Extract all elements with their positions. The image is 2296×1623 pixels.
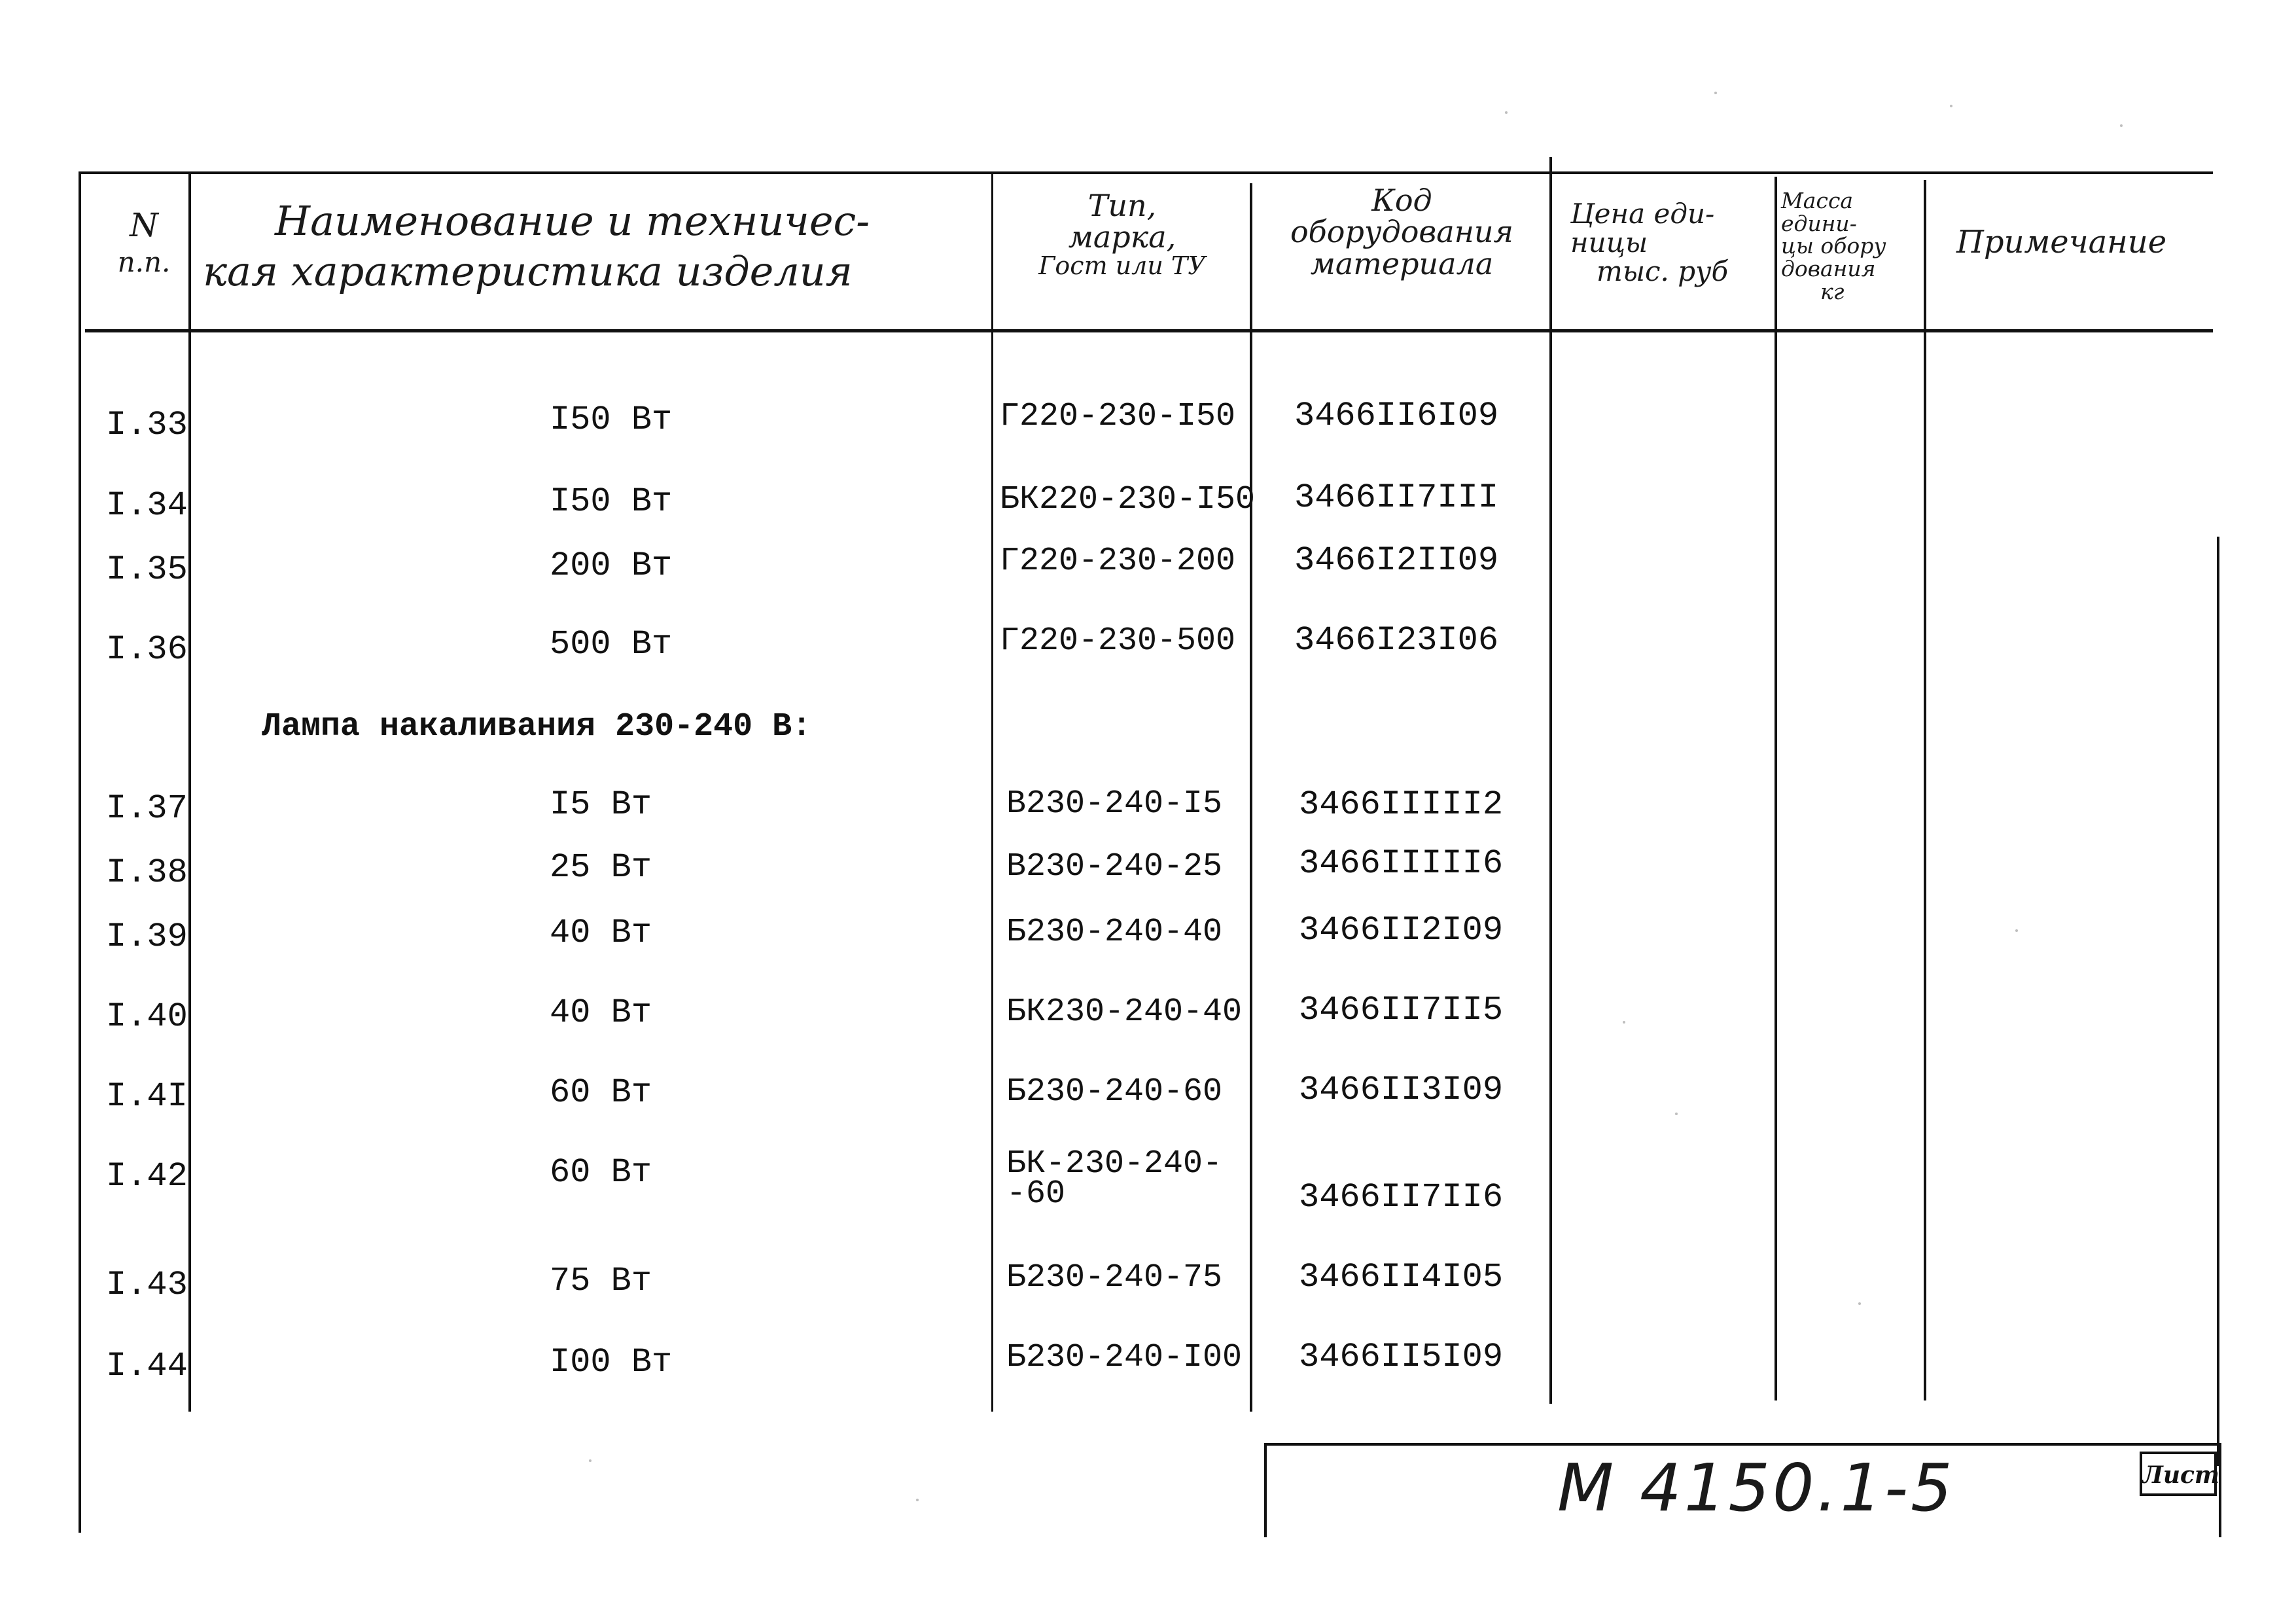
table-row <box>0 991 2296 1036</box>
header-code <box>1253 185 1551 279</box>
header-price <box>1570 200 1728 286</box>
row-type-line-1: БК-230-240- <box>1006 1145 1223 1183</box>
header-num-line-1: N <box>130 206 158 244</box>
header-name <box>203 197 870 296</box>
table-row <box>0 911 2296 956</box>
scan-noise <box>589 1459 592 1462</box>
row-name: I50 Вт <box>550 401 673 439</box>
header-price-line-2: ницы <box>1570 226 1648 259</box>
row-name: 60 Вт <box>550 1073 652 1112</box>
header-mass-line-3: цы обору <box>1781 233 1886 259</box>
row-code: 3466II7II5 <box>1299 991 1504 1029</box>
row-type: Г220-230-I50 <box>1000 398 1236 435</box>
header-code-line-1: Код <box>1371 183 1432 218</box>
scan-noise <box>916 1499 919 1501</box>
table-row <box>0 1145 2296 1232</box>
row-type: Б230-240-40 <box>1006 914 1223 951</box>
row-code: 3466II2I09 <box>1299 911 1504 950</box>
header-type-line-1: Тип, <box>1087 188 1157 223</box>
table-row <box>0 785 2296 828</box>
row-number: I.38 <box>106 853 188 892</box>
row-name: I00 Вт <box>550 1343 673 1382</box>
row-number: I.40 <box>106 997 188 1036</box>
header-note <box>1956 226 2166 259</box>
scan-noise <box>1714 92 1717 94</box>
header-mass <box>1781 190 1886 303</box>
row-name: 75 Вт <box>550 1262 652 1300</box>
row-code: 3466I2II09 <box>1294 541 1499 580</box>
row-type-line-2: -60 <box>1006 1175 1066 1213</box>
row-number: I.33 <box>106 406 188 444</box>
row-type: БК230-240-40 <box>1006 993 1243 1031</box>
row-code: 3466II7III <box>1294 478 1499 517</box>
header-price-line-3: тыс. руб <box>1597 255 1729 288</box>
table-row <box>0 478 2296 525</box>
scan-noise <box>1950 105 1952 107</box>
header-note-line-1: Примечание <box>1956 224 2167 260</box>
row-number: I.43 <box>106 1266 188 1304</box>
header-mass-line-5: кг <box>1820 278 1845 304</box>
scan-noise <box>1675 1113 1678 1115</box>
row-code: 3466IIIII2 <box>1299 785 1504 824</box>
row-code: 3466IIIII6 <box>1299 844 1504 883</box>
header-bottom-border <box>85 329 2213 332</box>
header-type <box>995 190 1250 279</box>
row-type: В230-240-25 <box>1006 848 1223 885</box>
header-mass-line-2: едини- <box>1781 210 1857 236</box>
scan-noise <box>1858 1302 1861 1305</box>
row-code: 3466II7II6 <box>1299 1178 1504 1217</box>
row-code: 3466II5I09 <box>1299 1338 1504 1376</box>
row-name: 25 Вт <box>550 848 652 887</box>
header-name-line-1: Наименование и техничес- <box>275 197 870 245</box>
row-number: I.35 <box>106 550 188 589</box>
sheet-label: Лист <box>2140 1452 2217 1496</box>
row-type: Б230-240-75 <box>1006 1259 1223 1296</box>
row-code: 3466II4I05 <box>1299 1258 1504 1296</box>
row-number: I.44 <box>106 1347 188 1385</box>
table-row <box>0 621 2296 669</box>
row-name: I50 Вт <box>550 482 673 521</box>
row-name: 500 Вт <box>550 625 673 664</box>
row-number: I.34 <box>106 486 188 525</box>
table-row <box>0 1258 2296 1304</box>
row-number: I.39 <box>106 918 188 956</box>
header-price-line-1: Цена еди- <box>1570 198 1715 230</box>
header-mass-line-4: дования <box>1781 255 1876 281</box>
header-type-line-2: марка, <box>1068 219 1176 255</box>
row-type <box>1006 1145 1223 1213</box>
header-code-line-2: оборудования <box>1290 214 1514 250</box>
row-type: Г220-230-200 <box>1000 543 1236 580</box>
scan-noise <box>1623 1021 1625 1024</box>
row-type: БК220-230-I50 <box>1000 481 1256 518</box>
row-name: 40 Вт <box>550 993 652 1032</box>
document-code: М 4150.1-5 <box>1557 1450 1955 1526</box>
row-code: 3466II3I09 <box>1299 1071 1504 1109</box>
row-type: Б230-240-60 <box>1006 1073 1223 1111</box>
row-number: I.42 <box>106 1157 188 1196</box>
row-number: I.37 <box>106 789 188 828</box>
row-name: I5 Вт <box>550 785 652 824</box>
table-row <box>0 1338 2296 1385</box>
table-row <box>0 541 2296 589</box>
header-num-line-2: п.п. <box>117 245 171 278</box>
row-type: Б230-240-I00 <box>1006 1339 1243 1376</box>
table-row <box>0 1071 2296 1116</box>
table-row <box>0 397 2296 444</box>
row-code: 3466I23I06 <box>1294 621 1499 660</box>
scan-noise <box>1505 111 1508 114</box>
row-type: Г220-230-500 <box>1000 622 1236 660</box>
scan-noise <box>2015 929 2018 932</box>
row-number: I.36 <box>106 630 188 669</box>
header-name-line-2: кая характеристика изделия <box>203 247 853 296</box>
header-type-line-3: Гост или ТУ <box>1038 251 1206 280</box>
row-code: 3466II6I09 <box>1294 397 1499 435</box>
row-name: 200 Вт <box>550 546 673 585</box>
row-number: I.4I <box>106 1077 188 1116</box>
group-heading: Лампа накаливания 230-240 В: <box>262 708 812 745</box>
table-row <box>0 844 2296 892</box>
header-code-line-3: материала <box>1310 245 1494 281</box>
row-name: 40 Вт <box>550 914 652 952</box>
row-type: В230-240-I5 <box>1006 785 1223 823</box>
table-top-border <box>79 171 2213 174</box>
scan-noise <box>2120 124 2123 127</box>
row-name: 60 Вт <box>550 1153 652 1192</box>
header-num <box>108 208 180 277</box>
header-mass-line-1: Масса <box>1781 188 1854 213</box>
